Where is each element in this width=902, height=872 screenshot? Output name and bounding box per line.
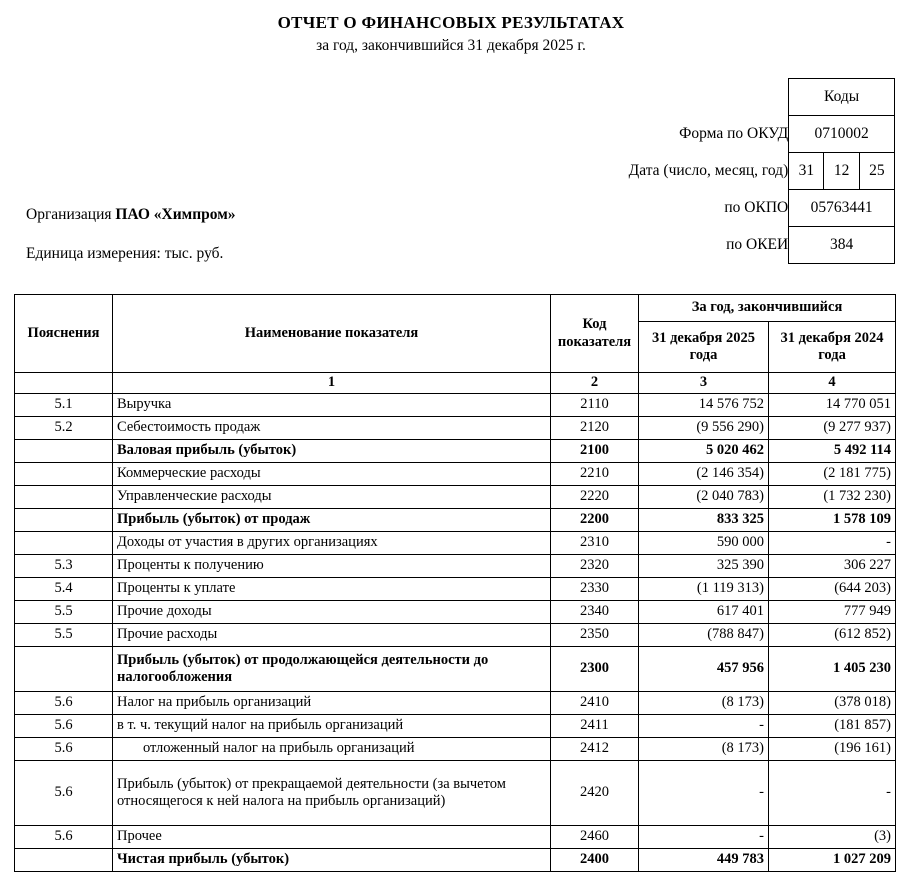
row-name-2210: Коммерческие расходы [113,463,551,486]
header-row-top [15,295,896,322]
row-explanation-2110: 5.1 [15,394,113,417]
row-value-2025-2400: 449 783 [639,849,769,872]
row-name-2300: Прибыль (убыток) от продолжающейся деятельности до налогообложения [113,647,551,692]
row-name-2200: Прибыль (убыток) от продаж [113,509,551,532]
row-name-2412: отложенный налог на прибыль организаций [113,738,551,761]
row-code-2300: 2300 [551,647,639,692]
row-explanation-2220 [15,486,113,509]
row-name-2460: Прочее [113,826,551,849]
row-value-2025-2420: - [639,761,769,826]
table-row [15,578,896,601]
row-value-2024-2220: (1 732 230) [769,486,896,509]
row-explanation-2310 [15,532,113,555]
colnum-code: 2 [551,373,639,394]
row-value-2024-2350: (612 852) [769,624,896,647]
row-name-2420: Прибыль (убыток) от прекращаемой деятельности (за вычетом относящегося к ней налога на прибыль организаций) [113,761,551,826]
row-value-2024-2330: (644 203) [769,578,896,601]
row-explanation-2400 [15,849,113,872]
row-value-2024-2400: 1 027 209 [769,849,896,872]
colnum-year-previous: 4 [769,373,896,394]
table-row [15,417,896,440]
row-value-2024-2110: 14 770 051 [769,394,896,417]
table-row [15,509,896,532]
row-explanation-2340: 5.5 [15,601,113,624]
okud-value[interactable]: 0710002 [789,116,895,153]
table-row [15,761,896,826]
row-code-2100: 2100 [551,440,639,463]
table-row [15,826,896,849]
table-row [15,624,896,647]
row-name-2120: Себестоимость продаж [113,417,551,440]
row-value-2025-2330: (1 119 313) [639,578,769,601]
row-code-2420: 2420 [551,761,639,826]
row-explanation-2210 [15,463,113,486]
row-value-2024-2310: - [769,532,896,555]
row-value-2025-2350: (788 847) [639,624,769,647]
date-day-value[interactable]: 31 [789,153,824,190]
table-row [15,647,896,692]
okpo-label: по ОКПО [724,199,789,216]
row-value-2024-2340: 777 949 [769,601,896,624]
table-body [15,394,896,872]
row-value-2024-2120: (9 277 937) [769,417,896,440]
row-name-2330: Проценты к уплате [113,578,551,601]
row-name-2350: Прочие расходы [113,624,551,647]
header-code: Код показателя [551,295,639,373]
table-row [15,394,896,417]
colnum-explanations [15,373,113,394]
row-value-2024-2410: (378 018) [769,692,896,715]
table-row [15,463,896,486]
row-value-2025-2200: 833 325 [639,509,769,532]
row-value-2025-2340: 617 401 [639,601,769,624]
row-value-2025-2320: 325 390 [639,555,769,578]
row-value-2025-2411: - [639,715,769,738]
okei-label: по ОКЕИ [726,236,789,253]
organization-name: ПАО «Химпром» [115,206,236,223]
row-code-2330: 2330 [551,578,639,601]
codes-row-okei [595,227,895,264]
header-indicator-name: Наименование показателя [113,295,551,373]
organization-line [26,206,236,224]
row-value-2025-2220: (2 040 783) [639,486,769,509]
row-value-2025-2310: 590 000 [639,532,769,555]
row-value-2024-2300: 1 405 230 [769,647,896,692]
row-code-2220: 2220 [551,486,639,509]
row-code-2340: 2340 [551,601,639,624]
header-year-previous: 31 декабря 2024 года [769,322,896,373]
row-name-2410: Налог на прибыль организаций [113,692,551,715]
row-value-2024-2420: - [769,761,896,826]
row-code-2320: 2320 [551,555,639,578]
table-row [15,532,896,555]
row-value-2024-2411: (181 857) [769,715,896,738]
row-explanation-2200 [15,509,113,532]
codes-row-date [595,153,895,190]
row-explanation-2120: 5.2 [15,417,113,440]
row-value-2024-2100: 5 492 114 [769,440,896,463]
row-value-2024-2200: 1 578 109 [769,509,896,532]
table-row [15,849,896,872]
page-title: ОТЧЕТ О ФИНАНСОВЫХ РЕЗУЛЬТАТАХ [277,13,625,32]
date-month-value[interactable]: 12 [824,153,859,190]
row-explanation-2100 [15,440,113,463]
row-code-2200: 2200 [551,509,639,532]
row-value-2025-2110: 14 576 752 [639,394,769,417]
codes-row-okud [595,116,895,153]
codes-table [595,78,895,264]
colnum-year-current: 3 [639,373,769,394]
row-explanation-2300 [15,647,113,692]
financial-results-table-wrapper [14,294,895,872]
page-subtitle: за год, закончившийся 31 декабря 2025 г. [316,37,586,55]
row-explanation-2411: 5.6 [15,715,113,738]
header-period-span: За год, закончившийся [639,295,896,322]
table-row [15,486,896,509]
row-name-2411: в т. ч. текущий налог на прибыль организаций [113,715,551,738]
row-code-2310: 2310 [551,532,639,555]
organization-label: Организация [26,206,112,223]
row-code-2460: 2460 [551,826,639,849]
row-value-2024-2460: (3) [769,826,896,849]
table-head [15,295,896,394]
row-value-2025-2410: (8 173) [639,692,769,715]
row-explanation-2410: 5.6 [15,692,113,715]
row-value-2025-2412: (8 173) [639,738,769,761]
row-name-2220: Управленческие расходы [113,486,551,509]
header-explanations: Пояснения [15,295,113,373]
row-value-2024-2320: 306 227 [769,555,896,578]
okud-label: Форма по ОКУД [679,125,789,142]
row-value-2024-2210: (2 181 775) [769,463,896,486]
row-code-2412: 2412 [551,738,639,761]
row-explanation-2350: 5.5 [15,624,113,647]
row-code-2410: 2410 [551,692,639,715]
date-label: Дата (число, месяц, год) [628,162,789,179]
codes-table-wrapper [595,78,895,264]
header-year-current: 31 декабря 2025 года [639,322,769,373]
row-value-2025-2300: 457 956 [639,647,769,692]
row-explanation-2320: 5.3 [15,555,113,578]
codes-row-okpo [595,190,895,227]
row-explanation-2412: 5.6 [15,738,113,761]
row-code-2120: 2120 [551,417,639,440]
table-row [15,715,896,738]
table-row [15,440,896,463]
row-code-2350: 2350 [551,624,639,647]
row-code-2400: 2400 [551,849,639,872]
row-code-2210: 2210 [551,463,639,486]
codes-header-row [595,79,895,116]
row-name-2310: Доходы от участия в других организациях [113,532,551,555]
row-value-2025-2120: (9 556 290) [639,417,769,440]
row-name-2110: Выручка [113,394,551,417]
row-name-2340: Прочие доходы [113,601,551,624]
row-code-2110: 2110 [551,394,639,417]
row-name-2400: Чистая прибыль (убыток) [113,849,551,872]
unit-of-measure-line: Единица измерения: тыс. руб. [26,245,224,262]
row-name-2100: Валовая прибыль (убыток) [113,440,551,463]
table-row [15,555,896,578]
financial-results-table [14,294,896,872]
okei-value[interactable]: 384 [789,227,895,264]
row-value-2025-2100: 5 020 462 [639,440,769,463]
codes-header-spacer [595,79,789,116]
table-row [15,738,896,761]
colnum-name: 1 [113,373,551,394]
row-explanation-2330: 5.4 [15,578,113,601]
header-row-numbers [15,373,896,394]
table-row [15,601,896,624]
row-value-2025-2210: (2 146 354) [639,463,769,486]
row-explanation-2460: 5.6 [15,826,113,849]
row-name-2320: Проценты к получению [113,555,551,578]
okpo-value[interactable]: 05763441 [789,190,895,227]
table-row [15,692,896,715]
codes-header-label: Коды [789,79,895,116]
row-value-2025-2460: - [639,826,769,849]
document-header [0,0,902,56]
row-code-2411: 2411 [551,715,639,738]
row-value-2024-2412: (196 161) [769,738,896,761]
row-explanation-2420: 5.6 [15,761,113,826]
date-year-value[interactable]: 25 [859,153,894,190]
